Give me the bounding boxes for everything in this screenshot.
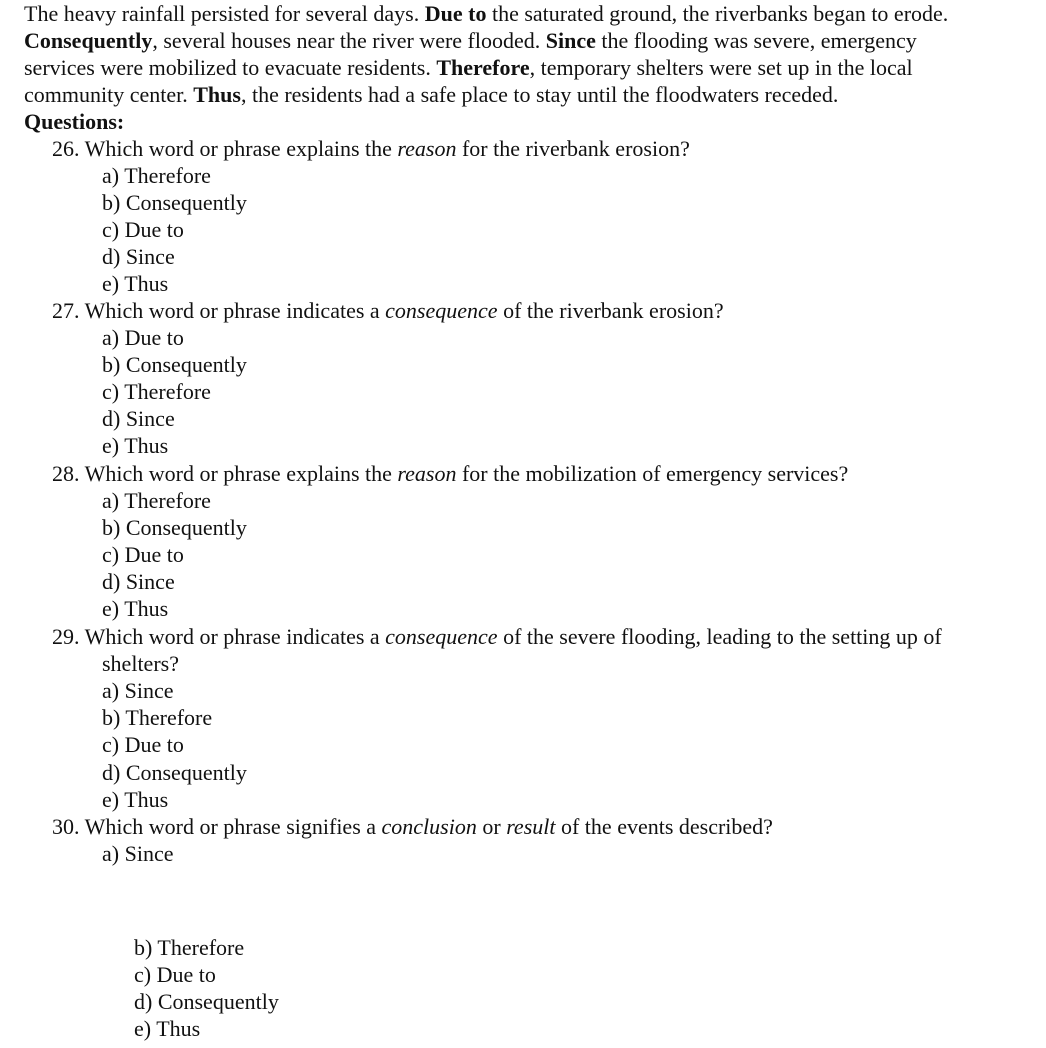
passage-text: community center. [24, 82, 194, 107]
q29-option-d: d) Consequently [102, 760, 247, 785]
connective-due-to: Due to [424, 1, 487, 26]
passage-text: , temporary shelters were set up in the local [529, 55, 913, 80]
passage-text: the flooding was severe, emergency [595, 28, 917, 53]
q28-option-e: e) Thus [102, 596, 169, 621]
passage-line-2 [24, 27, 917, 54]
question-emphasis: consequence [385, 298, 498, 323]
question-text: 29. Which word or phrase indicates a [52, 624, 386, 649]
q30-option-a: a) Since [102, 841, 174, 866]
question-emphasis: reason [397, 461, 457, 486]
question-text: 26. Which word or phrase explains the [52, 136, 398, 161]
q27-option-a: a) Due to [102, 325, 184, 350]
q28-option-d: d) Since [102, 569, 175, 594]
passage-text: , the residents had a safe place to stay until the floodwaters receded. [240, 82, 839, 107]
q30-option-d: d) Consequently [134, 989, 279, 1014]
q27-option-b: b) Consequently [102, 352, 247, 377]
question-text: of the severe flooding, leading to the setting up of [497, 624, 942, 649]
question-emphasis: conclusion [381, 814, 477, 839]
question-30 [52, 813, 773, 840]
question-emphasis: consequence [385, 624, 498, 649]
q26-option-e: e) Thus [102, 271, 169, 296]
passage-line-4 [24, 81, 838, 108]
passage-text: the saturated ground, the riverbanks began to erode. [486, 1, 949, 26]
question-text: or [476, 814, 507, 839]
question-text: 27. Which word or phrase indicates a [52, 298, 386, 323]
question-text: of the events described? [555, 814, 773, 839]
passage-line-1 [24, 0, 948, 27]
q26-option-b: b) Consequently [102, 190, 247, 215]
q28-option-a: a) Therefore [102, 488, 211, 513]
question-emphasis: result [506, 814, 556, 839]
connective-therefore: Therefore [436, 55, 530, 80]
question-text: for the mobilization of emergency services? [456, 461, 849, 486]
passage-text: , several houses near the river were flooded. [152, 28, 546, 53]
q28-option-b: b) Consequently [102, 515, 247, 540]
passage-line-3 [24, 54, 913, 81]
question-text: of the riverbank erosion? [497, 298, 724, 323]
questions-heading: Questions: [24, 109, 125, 134]
question-29-continuation: shelters? [102, 651, 179, 676]
q30-option-c: c) Due to [134, 962, 216, 987]
passage-text: services were mobilized to evacuate residents. [24, 55, 437, 80]
question-text: for the riverbank erosion? [456, 136, 690, 161]
question-28 [52, 460, 848, 487]
q30-option-b: b) Therefore [134, 935, 245, 960]
question-29 [52, 623, 942, 650]
q26-option-d: d) Since [102, 244, 175, 269]
q29-option-b: b) Therefore [102, 705, 213, 730]
connective-since: Since [545, 28, 596, 53]
q27-option-d: d) Since [102, 406, 175, 431]
q28-option-c: c) Due to [102, 542, 184, 567]
question-27 [52, 297, 724, 324]
question-text: 28. Which word or phrase explains the [52, 461, 398, 486]
passage-text: The heavy rainfall persisted for several days. [24, 1, 425, 26]
q29-option-a: a) Since [102, 678, 174, 703]
question-text: 30. Which word or phrase signifies a [52, 814, 382, 839]
q26-option-a: a) Therefore [102, 163, 211, 188]
q27-option-c: c) Therefore [102, 379, 211, 404]
q26-option-c: c) Due to [102, 217, 184, 242]
question-26 [52, 135, 690, 162]
connective-thus: Thus [193, 82, 241, 107]
q27-option-e: e) Thus [102, 433, 169, 458]
q30-option-e: e) Thus [134, 1016, 201, 1041]
q29-option-e: e) Thus [102, 787, 169, 812]
question-emphasis: reason [397, 136, 457, 161]
q29-option-c: c) Due to [102, 732, 184, 757]
connective-consequently: Consequently [24, 28, 153, 53]
